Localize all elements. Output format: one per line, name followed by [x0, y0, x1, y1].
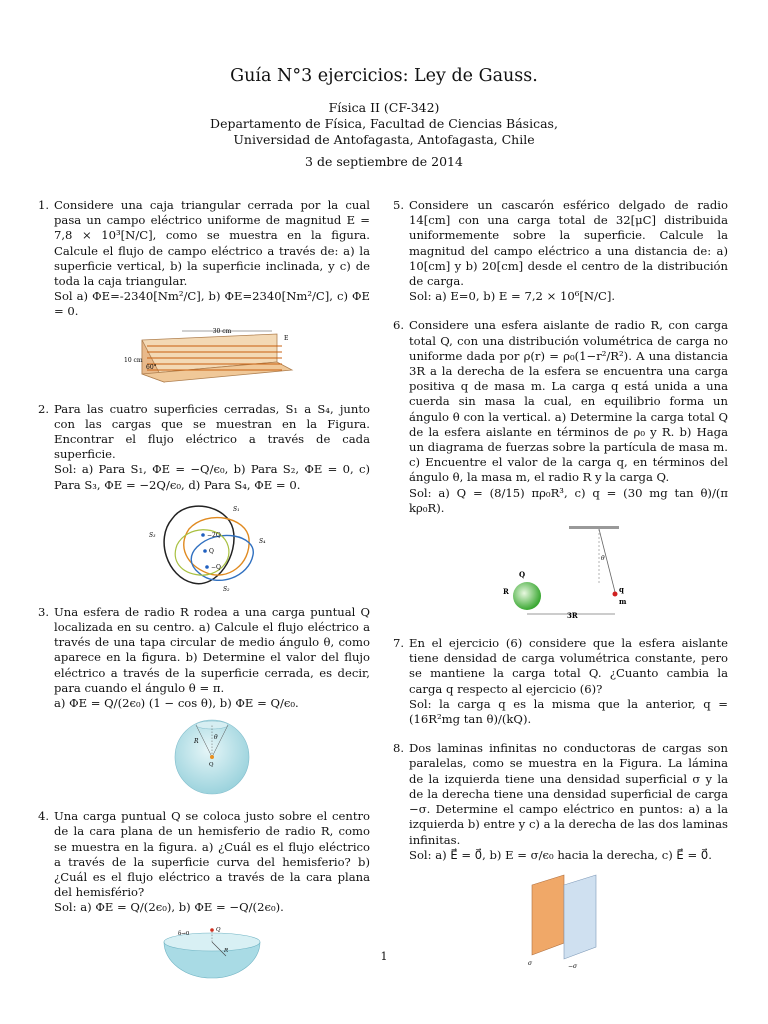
triangular-box-figure — [122, 326, 302, 388]
fig1-label-30cm: 30 cm — [212, 327, 232, 335]
fig1-label-e: E — [284, 334, 289, 342]
problem-number: 8. — [393, 741, 405, 756]
left-column — [38, 198, 370, 996]
university-line: Universidad de Antofagasta, Antofagasta, Chile — [233, 132, 535, 147]
problem-text: Dos laminas infinitas no conductoras de cargas son paralelas, como se muestra en la Figura. La lámina de la izquierda tiene una densidad superficial σ y la de la derecha tiene una densidad superficial de carga −σ. Determine el campo eléctrico en puntos: a) a la izquierda b) entre y c) a la derecha de las dos laminas infinitas. — [409, 741, 728, 847]
fig4-label-q: Q — [216, 926, 221, 933]
problem-3 — [38, 605, 370, 795]
problem-solution: Sol: a) ΦE = Q/(2ϵ₀), b) ΦE = −Q/(2ϵ₀). — [54, 900, 284, 915]
problem-number: 1. — [38, 198, 50, 212]
problem-8 — [393, 741, 728, 969]
problem-solution: a) ΦE = Q/(2ϵ₀) (1 − cos θ), b) ΦE = Q/ϵ₀. — [54, 696, 299, 711]
fig1-label-10cm: 10 cm — [124, 356, 143, 364]
fig6-label-theta: θ — [600, 555, 605, 563]
fig2-label-s4: S₄ — [259, 537, 266, 545]
problem-solution: Sol: a) Q = (8/15) πρ₀R³, c) q = (30 mg tan θ)/(π kρ₀R). — [409, 485, 728, 515]
fig2-label-q: Q — [209, 547, 214, 555]
problem-5 — [393, 198, 728, 304]
problem-solution: Sol: a) E⃗ = 0⃗, b) E = σ/ϵ₀ hacia la derecha, c) E⃗ = 0⃗. — [409, 847, 712, 862]
fig3-label-r: R — [194, 738, 199, 746]
document-title: Guía N°3 ejercicios: Ley de Gauss. — [230, 66, 538, 86]
fig2-label-s3: S₃ — [149, 531, 156, 539]
page-number: 1 — [380, 950, 388, 963]
problem-text: Para las cuatro superficies cerradas, S₁ a S₄, junto con las cargas que se muestran en la Figura. Encontrar el flujo eléctrico a través de cada superficie. — [54, 401, 370, 462]
gauss-surfaces-figure — [147, 499, 277, 591]
problem-number: 6. — [393, 318, 405, 333]
fig4-label-delta: δ→0 — [178, 930, 190, 937]
problem-number: 7. — [393, 636, 405, 651]
problem-6 — [393, 318, 728, 622]
problem-text: Considere una esfera aislante de radio R, con carga total Q, con una distribución volumétrica de carga no uniforme dada por ρ(r) = ρ₀(1−r²/R²). A una distancia 3R a la derecha de la esfera se encuentra una carga positiva q de masa m. La carga q está unida a una cuerda sin masa la cual, en equilibrio forma un ángulo θ con la vertical. a) Determine la carga total Q de la esfera aislante en términos de ρ₀ y R. b) Haga un diagrama de fuerzas sobre la partícula de masa m. c) Encuentre el valor de la carga q, en términos del ángulo θ, la masa m, el radio R y la carga Q. — [409, 318, 728, 485]
fig6-label-q-small: q — [618, 585, 624, 595]
fig6-label-r: R — [502, 587, 509, 597]
fig6-label-3r: 3R — [566, 611, 578, 621]
problem-2 — [38, 402, 370, 591]
problem-text: Considere una caja triangular cerrada por la cual pasa un campo eléctrico uniforme de magnitud E = 7,8 × 10³[N/C], como se muestra en la figura. Calcule el flujo de campo eléctrico a través de: a) la superficie vertical, b) la superficie inclinada, y c) de toda la caja triangular. — [54, 198, 370, 289]
fig3-label-q: Q — [209, 762, 214, 769]
department-line: Departamento de Física, Facultad de Ciencias Básicas, — [210, 116, 558, 131]
problem-number: 5. — [393, 198, 405, 212]
fig3-label-theta: θ — [214, 734, 218, 742]
fig4-label-r: R — [224, 947, 229, 954]
fig1-label-angle: 60° — [146, 363, 157, 371]
problem-solution: Sol: a) Para S₁, ΦE = −Q/ϵ₀, b) Para S₂, ΦE = 0, c) Para S₃, ΦE = −2Q/ϵ₀, d) Para S₄, ΦE = 0. — [54, 462, 370, 492]
problem-text: Una carga puntual Q se coloca justo sobre el centro de la cara plana de un hemisferio de radio R, como se muestra en la figura. a) ¿Cuál es el flujo eléctrico a través de la superficie curva del hemisferio? b) ¿Cuál es el flujo eléctrico a través de la cara plana del hemisfério? — [54, 809, 370, 900]
fig2-label-minus2q: −2Q — [207, 531, 221, 539]
problem-number: 2. — [38, 401, 50, 416]
problem-solution: Sol: a) E=0, b) E = 7,2 × 10⁶[N/C]. — [409, 289, 616, 304]
right-column — [393, 198, 728, 983]
problem-text: Una esfera de radio R rodea a una carga puntual Q localizada en su centro. a) Calcule el flujo eléctrico a través de una tapa circular de medio ángulo θ, como aparece en la figura. b) Determine el valor del flujo eléctrico a través de la superficie cerrada, es decir, para cuando el ángulo θ = π. — [54, 604, 370, 695]
problem-text: Considere un cascarón esférico delgado de radio 14[cm] con una carga total de 32[μC] distribuida uniformemente sobre la superficie. Calcule la magnitud del campo eléctrico a una distancia de: a) 10[cm] y b) 20[cm] desde el centro de la distribución de carga. — [409, 198, 728, 289]
fig2-label-s1: S₁ — [233, 505, 240, 513]
problem-number: 3. — [38, 604, 50, 619]
problem-number: 4. — [38, 809, 50, 824]
problem-text: En el ejercicio (6) considere que la esfera aislante tiene densidad de carga volumétrica constante, pero se mantiene la carga total Q. ¿Cuanto cambia la carga q respecto al ejercicio (6)? — [409, 636, 728, 696]
fig6-label-q-big: Q — [518, 570, 525, 580]
date-line: 3 de septiembre de 2014 — [305, 154, 463, 169]
fig6-label-m: m — [618, 597, 626, 607]
problem-7 — [393, 636, 728, 727]
fig2-label-minusq: −Q — [211, 563, 221, 571]
course-line: Física II (CF-342) — [328, 100, 440, 115]
fig2-label-s2: S₂ — [223, 585, 230, 591]
problem-solution: Sol: la carga q es la misma que la anterior, q = (16R²mg tan θ)/(kQ). — [409, 696, 728, 727]
problem-1 — [38, 198, 370, 388]
fig8-label-sigma: σ — [527, 959, 532, 967]
fig8-label-minus-sigma: −σ — [567, 962, 577, 969]
pendulum-figure — [499, 522, 639, 622]
problem-solution: Sol a) ΦE=-2340[Nm²/C], b) ΦE=2340[Nm²/C], c) ΦE = 0. — [54, 289, 370, 319]
sphere-cap-figure — [164, 717, 260, 795]
